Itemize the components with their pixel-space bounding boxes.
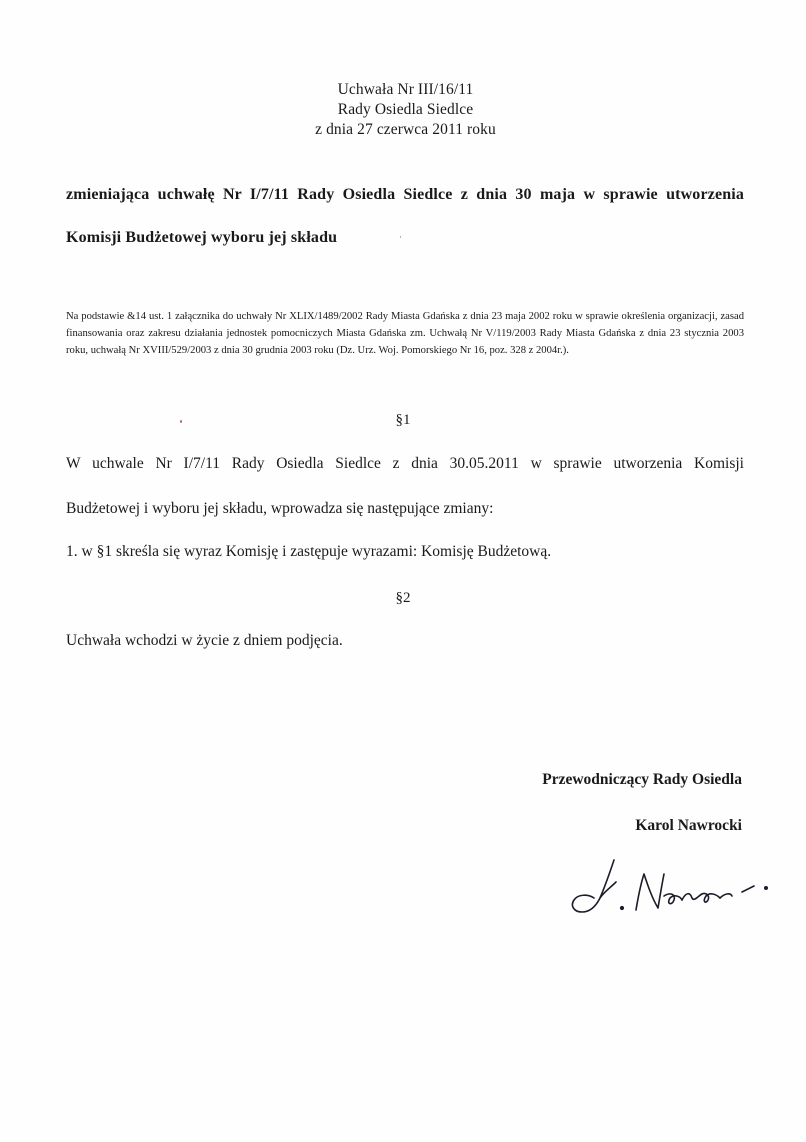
legal-basis-paragraph: Na podstawie &14 ust. 1 załącznika do uchwały Nr XLIX/1489/2002 Rady Miasta Gdańska z dnia 23 maja 2002 roku w sprawie określenia organizacji, zasad finansowania oraz zakresu działania jednostek pomocniczych Miasta Gdańska zm. Uchwałą Nr V/119/2003 Rady Miasta Gdańska z dnia 23 stycznia 2003 roku, uchwałą Nr XVIII/529/2003 z dnia 30 grudnia 2003 roku (Dz. Urz. Woj. Pomorskiego Nr 16, poz. 328 z 2004r.). bbox=[66, 311, 744, 356]
section-2-text: Uchwała wchodzi w życie z dniem podjęcia. bbox=[66, 632, 343, 649]
scan-speck bbox=[180, 420, 182, 423]
document-header bbox=[0, 80, 806, 140]
signatory-name: Karol Nawrocki bbox=[635, 817, 742, 834]
resolution-title-line-1: zmieniająca uchwałę Nr I/7/11 Rady Osiedla Siedlce z dnia 30 maja w sprawie utworzenia bbox=[66, 186, 744, 203]
section-2-heading: §2 bbox=[395, 590, 411, 606]
scan-speck bbox=[400, 236, 401, 238]
section-1-heading: §1 bbox=[395, 412, 411, 428]
resolution-title-line-2: Komisji Budżetowej wyboru jej składu bbox=[66, 229, 338, 246]
section-1-text-line-2: Budżetowej i wyboru jej składu, wprowadza się następujące zmiany: bbox=[66, 500, 494, 517]
handwritten-signature bbox=[560, 852, 780, 932]
signatory-role: Przewodniczący Rady Osiedla bbox=[542, 771, 742, 788]
issuer-name: Rady Osiedla Siedlce bbox=[337, 101, 474, 118]
resolution-date: z dnia 27 czerwca 2011 roku bbox=[315, 121, 496, 138]
section-1-item-1: 1. w §1 skreśla się wyraz Komisję i zastępuje wyrazami: Komisję Budżetową. bbox=[66, 543, 552, 560]
section-1-text-line-1: W uchwale Nr I/7/11 Rady Osiedla Siedlce z dnia 30.05.2011 w sprawie utworzenia Komisji bbox=[66, 455, 744, 472]
resolution-number: Uchwała Nr III/16/11 bbox=[337, 81, 474, 98]
